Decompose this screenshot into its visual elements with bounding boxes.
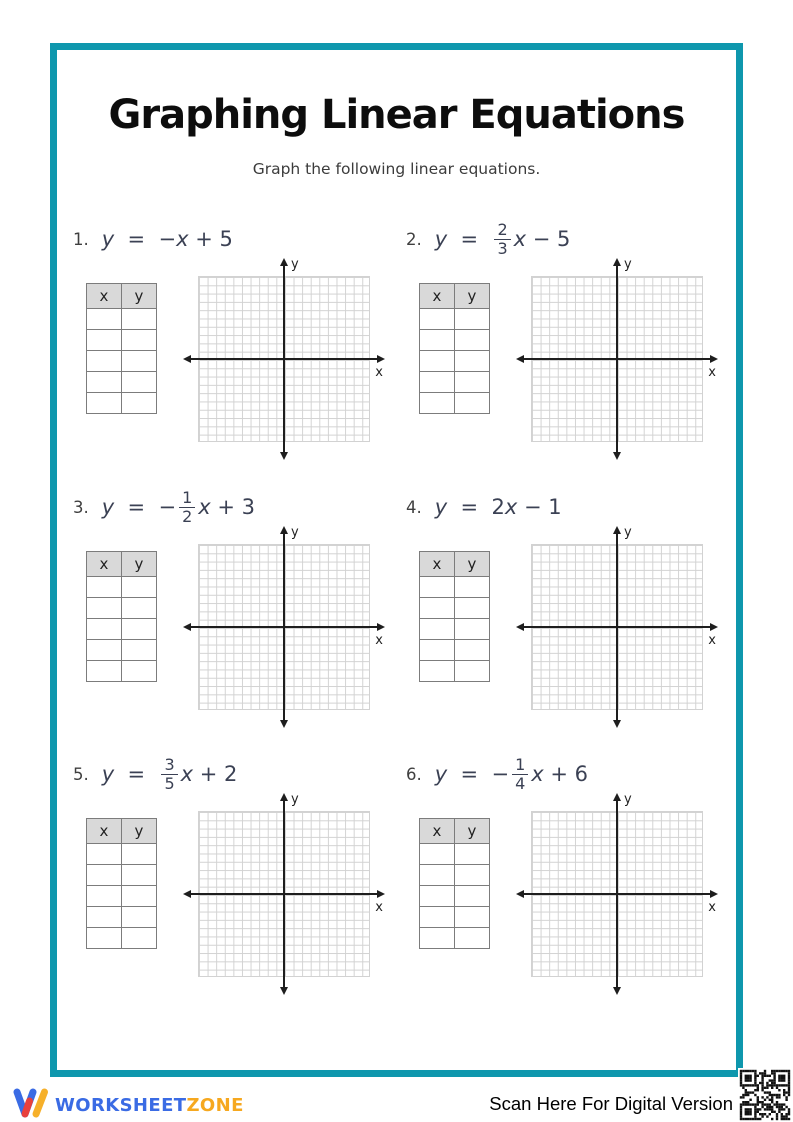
table-cell (420, 309, 455, 330)
table-row (420, 907, 490, 928)
table-row (87, 330, 157, 351)
x-axis-label: x (708, 365, 716, 380)
table-header-y: y (455, 819, 490, 844)
table-cell (420, 640, 455, 661)
table-cell (420, 928, 455, 949)
table-cell (87, 865, 122, 886)
table-cell (87, 309, 122, 330)
y-axis (283, 799, 285, 989)
table-cell (455, 640, 490, 661)
table-cell (455, 577, 490, 598)
table-cell (455, 661, 490, 682)
y-axis-label: y (291, 525, 299, 540)
problem-equation (403, 748, 588, 800)
table-header-x: x (420, 819, 455, 844)
table-row (87, 577, 157, 598)
table-cell (122, 844, 157, 865)
equation: y = $\frac{3}{5}$ x + 2 (101, 754, 238, 793)
table-header-x: x (87, 819, 122, 844)
table-cell (87, 372, 122, 393)
table-cell (420, 844, 455, 865)
table-cell (122, 886, 157, 907)
table-row (87, 393, 157, 414)
fraction: $\frac{1}{4}$ (512, 756, 528, 792)
problem-1 (70, 213, 405, 465)
table-cell (420, 598, 455, 619)
table-cell (455, 372, 490, 393)
problem-number: 5. (73, 764, 89, 784)
table-cell (455, 619, 490, 640)
table-cell (455, 598, 490, 619)
qr-code (738, 1068, 792, 1122)
table-cell (420, 865, 455, 886)
table-cell (455, 886, 490, 907)
problem-number: 6. (406, 764, 422, 784)
table-cell (122, 640, 157, 661)
table-header-y: y (122, 819, 157, 844)
table-header-x: x (420, 284, 455, 309)
table-cell (455, 309, 490, 330)
y-axis (616, 532, 618, 722)
fraction: $\frac{2}{3}$ (494, 221, 510, 257)
table-cell (122, 330, 157, 351)
table-row (420, 661, 490, 682)
table-cell (420, 577, 455, 598)
problem-number: 3. (73, 497, 89, 517)
table-row (420, 372, 490, 393)
table-row (87, 351, 157, 372)
table-cell (122, 598, 157, 619)
table-cell (455, 393, 490, 414)
table-row (420, 330, 490, 351)
equation: y = − x + 5 (101, 227, 233, 251)
table-row (420, 598, 490, 619)
page-instructions: Graph the following linear equations. (252, 160, 541, 178)
table-cell (420, 372, 455, 393)
y-axis (616, 264, 618, 454)
table-cell (122, 309, 157, 330)
y-axis (616, 799, 618, 989)
xy-value-table (86, 283, 157, 414)
table-row (87, 865, 157, 886)
problem-equation (403, 213, 570, 265)
coordinate-grid (198, 525, 383, 710)
xy-value-table (86, 818, 157, 949)
xy-value-table (419, 551, 490, 682)
table-header-x: x (420, 552, 455, 577)
table-cell (455, 351, 490, 372)
table-cell (420, 330, 455, 351)
problem-equation (403, 481, 562, 533)
equation: y = − $\frac{1}{2}$ x + 3 (101, 487, 256, 526)
table-cell (455, 330, 490, 351)
fraction: $\frac{1}{2}$ (179, 489, 195, 525)
xy-value-table (419, 818, 490, 949)
table-row (87, 640, 157, 661)
y-axis (283, 264, 285, 454)
problem-6 (403, 748, 738, 1000)
problem-4 (403, 481, 738, 733)
equation: y = − $\frac{1}{4}$ x + 6 (434, 754, 589, 793)
problem-number: 4. (406, 497, 422, 517)
table-cell (122, 865, 157, 886)
coordinate-grid (531, 525, 716, 710)
table-row (420, 928, 490, 949)
problem-equation (70, 748, 237, 800)
y-axis-label: y (624, 792, 632, 807)
table-row (87, 372, 157, 393)
table-row (87, 598, 157, 619)
equation: y = $\frac{2}{3}$ x − 5 (434, 219, 571, 258)
table-cell (87, 907, 122, 928)
table-row (420, 577, 490, 598)
table-row (420, 844, 490, 865)
equation: y = 2 x − 1 (434, 495, 562, 519)
table-row (420, 865, 490, 886)
table-row (420, 619, 490, 640)
worksheetzone-logo-icon (12, 1086, 50, 1120)
y-axis (283, 532, 285, 722)
table-header-y: y (122, 552, 157, 577)
problem-number: 1. (73, 229, 89, 249)
scan-here-text: Scan Here For Digital Version (489, 1093, 733, 1114)
table-row (87, 619, 157, 640)
y-axis-label: y (624, 257, 632, 272)
y-axis-label: y (624, 525, 632, 540)
table-cell (455, 907, 490, 928)
table-cell (420, 393, 455, 414)
table-cell (455, 865, 490, 886)
table-cell (87, 577, 122, 598)
problem-equation (70, 481, 255, 533)
x-axis-label: x (708, 900, 716, 915)
x-axis-label: x (375, 365, 383, 380)
x-axis-label: x (375, 633, 383, 648)
coordinate-grid (531, 792, 716, 977)
table-cell (87, 351, 122, 372)
table-row (420, 640, 490, 661)
table-header-y: y (455, 284, 490, 309)
table-cell (87, 886, 122, 907)
table-cell (87, 844, 122, 865)
page-title: Graphing Linear Equations (108, 92, 685, 138)
table-header-x: x (87, 552, 122, 577)
table-cell (87, 661, 122, 682)
table-cell (122, 372, 157, 393)
table-cell (87, 928, 122, 949)
problem-5 (70, 748, 405, 1000)
table-row (420, 351, 490, 372)
table-cell (455, 928, 490, 949)
table-cell (122, 393, 157, 414)
table-cell (420, 886, 455, 907)
table-cell (87, 598, 122, 619)
table-cell (420, 351, 455, 372)
brand-worksheet: WORKSHEET (55, 1095, 187, 1116)
coordinate-grid (198, 257, 383, 442)
table-cell (420, 619, 455, 640)
table-row (87, 886, 157, 907)
problem-equation (70, 213, 233, 265)
table-cell (122, 907, 157, 928)
table-row (87, 844, 157, 865)
table-cell (87, 330, 122, 351)
table-cell (122, 661, 157, 682)
table-row (420, 309, 490, 330)
table-cell (87, 640, 122, 661)
table-row (420, 886, 490, 907)
coordinate-grid (198, 792, 383, 977)
table-cell (420, 907, 455, 928)
fraction: $\frac{3}{5}$ (161, 756, 177, 792)
brand-zone: ZONE (186, 1095, 244, 1116)
table-cell (122, 351, 157, 372)
table-row (87, 661, 157, 682)
table-cell (420, 661, 455, 682)
problem-2 (403, 213, 738, 465)
xy-value-table (86, 551, 157, 682)
table-row (87, 907, 157, 928)
table-header-x: x (87, 284, 122, 309)
table-cell (87, 619, 122, 640)
x-axis-label: x (375, 900, 383, 915)
coordinate-grid (531, 257, 716, 442)
table-cell (122, 577, 157, 598)
table-header-y: y (122, 284, 157, 309)
table-row (420, 393, 490, 414)
x-axis-label: x (708, 633, 716, 648)
table-row (87, 928, 157, 949)
problem-3 (70, 481, 405, 733)
table-cell (122, 619, 157, 640)
table-cell (455, 844, 490, 865)
table-cell (87, 393, 122, 414)
brand-text (55, 1095, 244, 1116)
y-axis-label: y (291, 792, 299, 807)
problem-number: 2. (406, 229, 422, 249)
y-axis-label: y (291, 257, 299, 272)
table-cell (122, 928, 157, 949)
table-header-y: y (455, 552, 490, 577)
table-row (87, 309, 157, 330)
xy-value-table (419, 283, 490, 414)
